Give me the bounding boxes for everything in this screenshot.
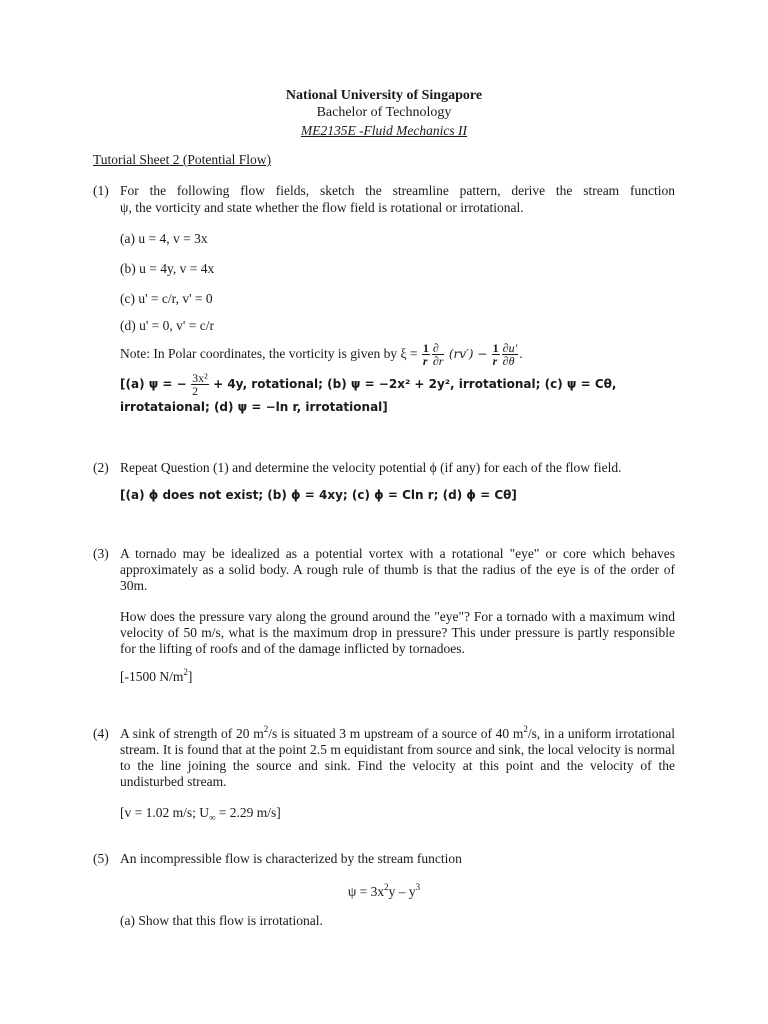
q1-part-b: (b) u = 4y, v = 4x [120, 261, 215, 276]
q1-part-d: (d) u' = 0, v' = c/r [120, 318, 214, 333]
q3-para2: How does the pressure vary along the ground around the "eye"? For a tornado with a maximum wind velocity of 50 m/s, what is the maximum drop in pressure? This under pressure is partly responsible for the lifting of roofs and of the damage inflicted by tornadoes. [120, 609, 675, 656]
q2-text: Repeat Question (1) and determine the velocity potential ϕ (if any) for each of the flow field. [120, 460, 622, 475]
q1-answer-line1 [120, 368, 675, 400]
tutorial-title: Tutorial Sheet 2 (Potential Flow) [93, 152, 271, 167]
q5-number: (5) [93, 851, 109, 866]
university-name: National University of Singapore [285, 88, 483, 103]
q2-answer: [(a) ϕ does not exist; (b) ϕ = 4xy; (c) ϕ = Cln r; (d) ϕ = Cθ] [120, 488, 517, 502]
q2-number: (2) [93, 460, 109, 475]
note-frac-4: $\frac{\partial u'}{\partial\theta}$ [502, 341, 518, 369]
q5-part-a: (a) Show that this flow is irrotational. [120, 913, 323, 928]
q1-answer-line2: irrotataional; (d) ψ = −ln r, irrotational] [120, 400, 388, 414]
q4-text: A sink of strength of 20 $m^2/s$ is situated 3 m upstream of a source of 40 $m^2/s$, in a uniform irrotational stream. It is found that at the point 2.5 m equidistant from source and sink, the local velocity is normal to the line joining the source and sink. Find the velocity at this point and the velocity of the undisturbed stream. [120, 723, 676, 789]
q1-part-c: (c) u' = c/r, v' = 0 [120, 291, 213, 306]
note-mid: (rv′) − [448, 347, 488, 361]
q1-number: (1) [93, 183, 109, 198]
note-frac-3: $\frac{1}{r}$ [492, 341, 499, 369]
course-title [0, 123, 768, 139]
degree-name: Bachelor of Technology [316, 105, 452, 120]
q1-part-a: (a) u = 4, v = 3x [120, 231, 208, 246]
q4-number: (4) [93, 726, 109, 741]
q5-equation: $\psi = 3x^2y - y^3$ [347, 881, 421, 899]
q1-line2: ψ, the vorticity and state whether the flow field is rotational or irrotational. [120, 200, 524, 215]
q1-vorticity-note [120, 338, 675, 370]
q3-number: (3) [93, 546, 109, 561]
ans-a-frac: $\frac{\text{3x²}}{2}$ [192, 371, 208, 399]
note-prefix: Note: In Polar coordinates, the vorticity is given by ξ = [120, 346, 418, 361]
q4-answer: [v = 1.02 m/s; $U_\infty = 2.29$ m/s] [120, 805, 281, 823]
q5-text: An incompressible flow is characterized by the stream function [120, 851, 462, 866]
ans-a-rest: + 4y, rotational; (b) ψ = −2x² + 2y², irrotational; (c) ψ = Cθ, [213, 377, 617, 391]
ans-a-prefix: [(a) ψ = − [120, 377, 187, 391]
q1-line1: For the following flow fields, sketch the streamline pattern, derive the stream function [120, 183, 675, 198]
note-frac-2: $\frac{\partial}{\partial r}$ [432, 341, 444, 369]
course-code: ME2135E -Fluid Mechanics II [300, 123, 468, 138]
q3-para1: A tornado may be idealized as a potential vortex with a rotational "eye" or core which behaves approximately as a solid body. A rough rule of thumb is that the radius of the eye is of the order of 30m. [120, 546, 675, 593]
q3-answer: [-1500 $N/m^2$] [120, 666, 193, 684]
note-frac-1: $\frac{1}{r}$ [422, 341, 429, 369]
note-end: . [519, 346, 523, 361]
